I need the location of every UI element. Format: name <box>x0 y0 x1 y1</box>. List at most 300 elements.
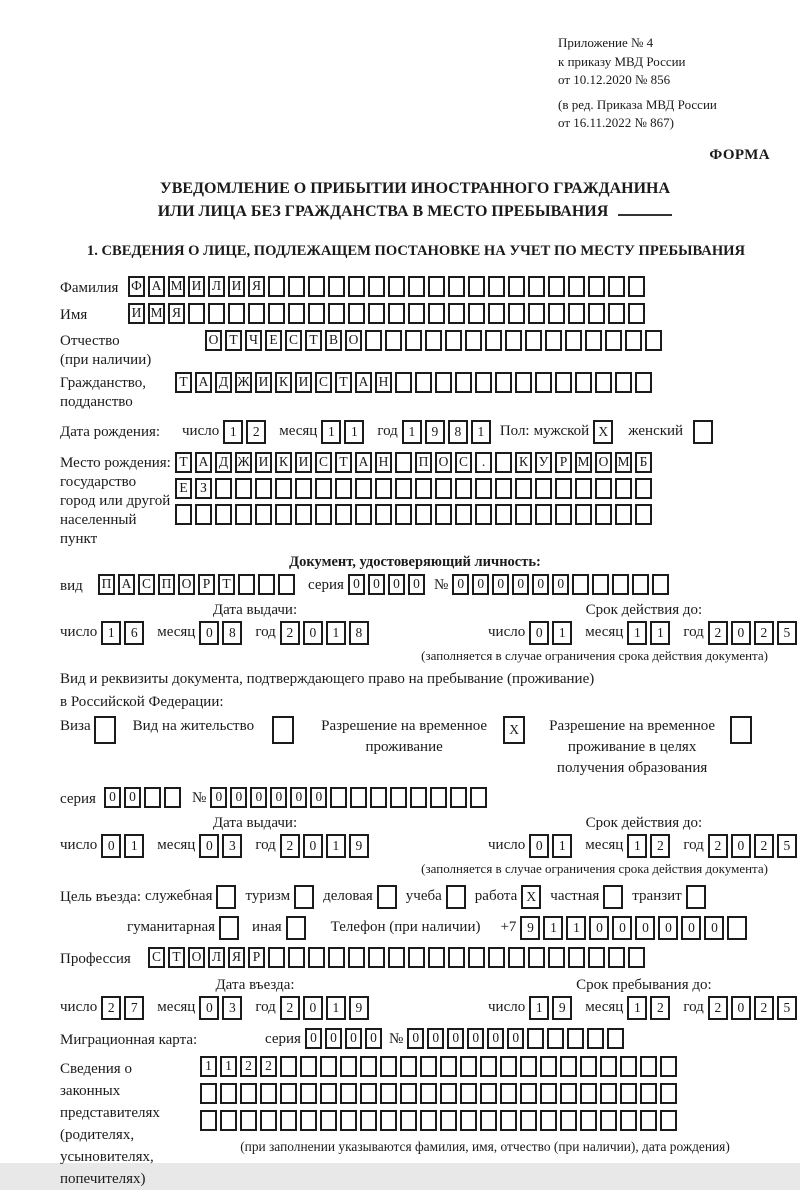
char-box[interactable]: 0 <box>492 574 509 595</box>
char-box[interactable] <box>693 420 713 444</box>
char-box[interactable]: 1 <box>471 420 491 444</box>
char-box[interactable]: О <box>205 330 222 351</box>
char-box[interactable]: А <box>195 372 212 393</box>
char-box[interactable] <box>240 1110 257 1131</box>
char-box[interactable] <box>268 276 285 297</box>
char-box[interactable]: 0 <box>731 996 751 1020</box>
char-box[interactable] <box>555 372 572 393</box>
char-box[interactable]: 2 <box>708 834 728 858</box>
char-box[interactable] <box>540 1110 557 1131</box>
char-box[interactable] <box>595 504 612 525</box>
char-box[interactable] <box>608 303 625 324</box>
char-box[interactable]: 0 <box>388 574 405 595</box>
char-box[interactable]: А <box>355 372 372 393</box>
char-box[interactable]: С <box>148 947 165 968</box>
char-box[interactable] <box>348 303 365 324</box>
char-box[interactable] <box>188 303 205 324</box>
char-box[interactable] <box>435 504 452 525</box>
char-box[interactable] <box>645 330 662 351</box>
char-box[interactable]: О <box>435 452 452 473</box>
char-box[interactable] <box>315 504 332 525</box>
char-box[interactable] <box>215 478 232 499</box>
char-box[interactable] <box>425 330 442 351</box>
char-box[interactable]: 0 <box>507 1028 524 1049</box>
char-box[interactable] <box>488 276 505 297</box>
char-box[interactable]: 0 <box>472 574 489 595</box>
char-box[interactable] <box>368 303 385 324</box>
char-box[interactable]: Т <box>218 574 235 595</box>
char-box[interactable]: Ч <box>245 330 262 351</box>
char-box[interactable] <box>295 478 312 499</box>
char-box[interactable]: 2 <box>260 1056 277 1077</box>
char-box[interactable] <box>515 372 532 393</box>
char-box[interactable] <box>575 478 592 499</box>
char-box[interactable] <box>500 1110 517 1131</box>
char-box[interactable] <box>635 372 652 393</box>
char-box[interactable] <box>375 504 392 525</box>
char-box[interactable] <box>340 1056 357 1077</box>
char-box[interactable] <box>268 303 285 324</box>
char-box[interactable]: 1 <box>124 834 144 858</box>
char-box[interactable]: Н <box>375 372 392 393</box>
char-box[interactable] <box>580 1056 597 1077</box>
char-box[interactable] <box>308 276 325 297</box>
char-box[interactable] <box>588 947 605 968</box>
char-box[interactable] <box>228 303 245 324</box>
char-box[interactable]: 1 <box>627 621 647 645</box>
char-box[interactable]: Т <box>305 330 322 351</box>
char-box[interactable]: 2 <box>708 996 728 1020</box>
char-box[interactable] <box>600 1110 617 1131</box>
char-box[interactable] <box>603 885 623 909</box>
char-box[interactable]: А <box>195 452 212 473</box>
char-box[interactable] <box>527 1028 544 1049</box>
char-box[interactable] <box>640 1056 657 1077</box>
char-box[interactable] <box>628 303 645 324</box>
char-box[interactable] <box>660 1083 677 1104</box>
char-box[interactable]: У <box>535 452 552 473</box>
char-box[interactable] <box>440 1083 457 1104</box>
char-box[interactable] <box>448 276 465 297</box>
char-box[interactable] <box>500 1083 517 1104</box>
char-box[interactable] <box>515 478 532 499</box>
char-box[interactable]: 2 <box>101 996 121 1020</box>
char-box[interactable] <box>300 1056 317 1077</box>
char-box[interactable] <box>620 1110 637 1131</box>
char-box[interactable] <box>568 276 585 297</box>
char-box[interactable] <box>395 372 412 393</box>
char-box[interactable]: И <box>295 372 312 393</box>
char-box[interactable]: 0 <box>447 1028 464 1049</box>
char-box[interactable] <box>360 1056 377 1077</box>
char-box[interactable]: 1 <box>529 996 549 1020</box>
char-box[interactable]: В <box>325 330 342 351</box>
char-box[interactable]: Н <box>375 452 392 473</box>
char-box[interactable] <box>450 787 467 808</box>
char-box[interactable]: С <box>285 330 302 351</box>
char-box[interactable] <box>286 916 306 940</box>
char-box[interactable] <box>300 1083 317 1104</box>
char-box[interactable] <box>258 574 275 595</box>
char-box[interactable]: 1 <box>101 621 121 645</box>
char-box[interactable] <box>415 478 432 499</box>
char-box[interactable]: Я <box>248 276 265 297</box>
char-box[interactable] <box>588 303 605 324</box>
char-box[interactable]: 0 <box>467 1028 484 1049</box>
char-box[interactable]: 1 <box>223 420 243 444</box>
char-box[interactable] <box>380 1110 397 1131</box>
char-box[interactable] <box>640 1083 657 1104</box>
char-box[interactable]: . <box>475 452 492 473</box>
char-box[interactable] <box>275 504 292 525</box>
char-box[interactable] <box>340 1110 357 1131</box>
char-box[interactable]: 0 <box>612 916 632 940</box>
char-box[interactable]: 1 <box>402 420 422 444</box>
char-box[interactable]: Т <box>175 372 192 393</box>
char-box[interactable]: 2 <box>246 420 266 444</box>
char-box[interactable] <box>460 1056 477 1077</box>
char-box[interactable] <box>455 478 472 499</box>
char-box[interactable]: X <box>503 716 525 744</box>
char-box[interactable] <box>365 330 382 351</box>
char-box[interactable] <box>220 1083 237 1104</box>
char-box[interactable] <box>215 504 232 525</box>
char-box[interactable] <box>535 478 552 499</box>
char-box[interactable]: Т <box>168 947 185 968</box>
char-box[interactable]: 9 <box>520 916 540 940</box>
char-box[interactable] <box>238 574 255 595</box>
char-box[interactable] <box>219 916 239 940</box>
char-box[interactable] <box>410 787 427 808</box>
char-box[interactable]: 2 <box>280 834 300 858</box>
char-box[interactable] <box>440 1110 457 1131</box>
char-box[interactable] <box>328 303 345 324</box>
char-box[interactable]: 0 <box>303 621 323 645</box>
char-box[interactable] <box>320 1056 337 1077</box>
char-box[interactable] <box>607 1028 624 1049</box>
char-box[interactable]: 0 <box>452 574 469 595</box>
char-box[interactable]: И <box>295 452 312 473</box>
char-box[interactable]: 0 <box>270 787 287 808</box>
char-box[interactable] <box>500 1056 517 1077</box>
char-box[interactable]: 1 <box>552 621 572 645</box>
char-box[interactable] <box>388 276 405 297</box>
char-box[interactable]: 2 <box>280 996 300 1020</box>
char-box[interactable] <box>652 574 669 595</box>
char-box[interactable] <box>535 504 552 525</box>
char-box[interactable] <box>520 1056 537 1077</box>
char-box[interactable]: 0 <box>408 574 425 595</box>
char-box[interactable]: А <box>118 574 135 595</box>
char-box[interactable]: 0 <box>210 787 227 808</box>
char-box[interactable]: 0 <box>704 916 724 940</box>
char-box[interactable]: О <box>595 452 612 473</box>
char-box[interactable] <box>508 276 525 297</box>
char-box[interactable] <box>335 478 352 499</box>
char-box[interactable]: 0 <box>731 834 751 858</box>
char-box[interactable] <box>408 303 425 324</box>
char-box[interactable] <box>565 330 582 351</box>
char-box[interactable] <box>455 372 472 393</box>
char-box[interactable] <box>94 716 116 744</box>
char-box[interactable] <box>547 1028 564 1049</box>
char-box[interactable] <box>495 452 512 473</box>
char-box[interactable]: М <box>168 276 185 297</box>
char-box[interactable] <box>428 947 445 968</box>
char-box[interactable]: 0 <box>681 916 701 940</box>
char-box[interactable]: 1 <box>627 834 647 858</box>
char-box[interactable] <box>448 303 465 324</box>
char-box[interactable]: 0 <box>365 1028 382 1049</box>
char-box[interactable]: Ж <box>235 452 252 473</box>
char-box[interactable] <box>495 372 512 393</box>
char-box[interactable] <box>475 372 492 393</box>
char-box[interactable] <box>470 787 487 808</box>
char-box[interactable] <box>435 372 452 393</box>
char-box[interactable] <box>615 504 632 525</box>
char-box[interactable] <box>548 947 565 968</box>
char-box[interactable] <box>480 1110 497 1131</box>
char-box[interactable] <box>195 504 212 525</box>
char-box[interactable]: 2 <box>754 621 774 645</box>
char-box[interactable] <box>355 478 372 499</box>
char-box[interactable] <box>446 885 466 909</box>
char-box[interactable]: 0 <box>101 834 121 858</box>
char-box[interactable] <box>377 885 397 909</box>
char-box[interactable] <box>420 1083 437 1104</box>
char-box[interactable] <box>480 1056 497 1077</box>
char-box[interactable] <box>595 372 612 393</box>
char-box[interactable] <box>520 1083 537 1104</box>
char-box[interactable]: 0 <box>552 574 569 595</box>
char-box[interactable] <box>380 1056 397 1077</box>
char-box[interactable] <box>568 947 585 968</box>
char-box[interactable]: 2 <box>754 996 774 1020</box>
char-box[interactable] <box>440 1056 457 1077</box>
char-box[interactable]: 3 <box>222 996 242 1020</box>
char-box[interactable] <box>468 947 485 968</box>
char-box[interactable] <box>628 947 645 968</box>
char-box[interactable]: 2 <box>754 834 774 858</box>
char-box[interactable]: 0 <box>305 1028 322 1049</box>
char-box[interactable]: 1 <box>326 621 346 645</box>
char-box[interactable]: Е <box>175 478 192 499</box>
char-box[interactable]: 2 <box>650 996 670 1020</box>
char-box[interactable] <box>475 478 492 499</box>
char-box[interactable]: 0 <box>104 787 121 808</box>
char-box[interactable] <box>430 787 447 808</box>
char-box[interactable] <box>560 1110 577 1131</box>
char-box[interactable]: 8 <box>448 420 468 444</box>
char-box[interactable] <box>400 1083 417 1104</box>
char-box[interactable] <box>144 787 161 808</box>
char-box[interactable]: К <box>275 372 292 393</box>
char-box[interactable] <box>350 787 367 808</box>
char-box[interactable]: 0 <box>407 1028 424 1049</box>
char-box[interactable]: Л <box>208 276 225 297</box>
char-box[interactable]: О <box>178 574 195 595</box>
char-box[interactable] <box>295 504 312 525</box>
char-box[interactable]: И <box>255 372 272 393</box>
char-box[interactable]: X <box>521 885 541 909</box>
char-box[interactable]: 0 <box>731 621 751 645</box>
char-box[interactable]: М <box>615 452 632 473</box>
char-box[interactable] <box>455 504 472 525</box>
char-box[interactable] <box>255 504 272 525</box>
char-box[interactable] <box>468 303 485 324</box>
char-box[interactable]: 1 <box>627 996 647 1020</box>
char-box[interactable]: К <box>515 452 532 473</box>
char-box[interactable] <box>460 1110 477 1131</box>
char-box[interactable] <box>208 303 225 324</box>
char-box[interactable]: 2 <box>240 1056 257 1077</box>
char-box[interactable] <box>600 1083 617 1104</box>
char-box[interactable]: Р <box>198 574 215 595</box>
char-box[interactable]: 0 <box>532 574 549 595</box>
char-box[interactable] <box>288 276 305 297</box>
char-box[interactable]: 0 <box>124 787 141 808</box>
char-box[interactable] <box>260 1110 277 1131</box>
char-box[interactable]: О <box>345 330 362 351</box>
char-box[interactable]: Д <box>215 452 232 473</box>
char-box[interactable] <box>280 1056 297 1077</box>
char-box[interactable]: 0 <box>348 574 365 595</box>
char-box[interactable]: 0 <box>303 834 323 858</box>
char-box[interactable]: 0 <box>345 1028 362 1049</box>
char-box[interactable] <box>520 1110 537 1131</box>
char-box[interactable]: Т <box>175 452 192 473</box>
char-box[interactable] <box>308 947 325 968</box>
char-box[interactable] <box>308 303 325 324</box>
char-box[interactable]: 1 <box>326 834 346 858</box>
char-box[interactable] <box>278 574 295 595</box>
char-box[interactable] <box>525 330 542 351</box>
char-box[interactable] <box>465 330 482 351</box>
char-box[interactable]: И <box>128 303 145 324</box>
char-box[interactable] <box>340 1083 357 1104</box>
char-box[interactable] <box>572 574 589 595</box>
char-box[interactable]: М <box>575 452 592 473</box>
char-box[interactable] <box>315 478 332 499</box>
char-box[interactable] <box>587 1028 604 1049</box>
char-box[interactable] <box>555 478 572 499</box>
char-box[interactable] <box>640 1110 657 1131</box>
char-box[interactable] <box>686 885 706 909</box>
char-box[interactable] <box>415 372 432 393</box>
char-box[interactable]: 0 <box>529 834 549 858</box>
char-box[interactable] <box>220 1110 237 1131</box>
char-box[interactable] <box>575 372 592 393</box>
char-box[interactable] <box>428 276 445 297</box>
char-box[interactable] <box>288 947 305 968</box>
char-box[interactable] <box>385 330 402 351</box>
char-box[interactable] <box>380 1083 397 1104</box>
char-box[interactable] <box>420 1056 437 1077</box>
char-box[interactable]: П <box>158 574 175 595</box>
char-box[interactable]: П <box>98 574 115 595</box>
char-box[interactable] <box>600 1056 617 1077</box>
char-box[interactable] <box>615 478 632 499</box>
char-box[interactable] <box>395 504 412 525</box>
char-box[interactable] <box>348 276 365 297</box>
char-box[interactable] <box>164 787 181 808</box>
char-box[interactable] <box>608 276 625 297</box>
char-box[interactable] <box>280 1083 297 1104</box>
char-box[interactable] <box>320 1083 337 1104</box>
char-box[interactable] <box>445 330 462 351</box>
char-box[interactable] <box>585 330 602 351</box>
char-box[interactable] <box>615 372 632 393</box>
char-box[interactable] <box>495 478 512 499</box>
char-box[interactable] <box>475 504 492 525</box>
char-box[interactable] <box>608 947 625 968</box>
char-box[interactable]: 0 <box>658 916 678 940</box>
char-box[interactable] <box>545 330 562 351</box>
char-box[interactable]: 2 <box>708 621 728 645</box>
char-box[interactable]: 8 <box>349 621 369 645</box>
char-box[interactable]: И <box>255 452 272 473</box>
char-box[interactable] <box>548 303 565 324</box>
char-box[interactable]: Ж <box>235 372 252 393</box>
char-box[interactable] <box>660 1056 677 1077</box>
char-box[interactable] <box>280 1110 297 1131</box>
char-box[interactable]: 0 <box>290 787 307 808</box>
char-box[interactable]: 0 <box>368 574 385 595</box>
char-box[interactable]: 1 <box>326 996 346 1020</box>
char-box[interactable]: Б <box>635 452 652 473</box>
char-box[interactable]: С <box>315 372 332 393</box>
char-box[interactable]: З <box>195 478 212 499</box>
char-box[interactable]: О <box>188 947 205 968</box>
char-box[interactable] <box>428 303 445 324</box>
char-box[interactable] <box>255 478 272 499</box>
char-box[interactable] <box>388 947 405 968</box>
char-box[interactable] <box>328 276 345 297</box>
char-box[interactable]: 0 <box>512 574 529 595</box>
char-box[interactable] <box>560 1056 577 1077</box>
char-box[interactable]: М <box>148 303 165 324</box>
char-box[interactable] <box>348 947 365 968</box>
char-box[interactable]: Д <box>215 372 232 393</box>
char-box[interactable] <box>235 504 252 525</box>
char-box[interactable]: И <box>228 276 245 297</box>
char-box[interactable]: 1 <box>220 1056 237 1077</box>
char-box[interactable] <box>528 303 545 324</box>
char-box[interactable] <box>320 1110 337 1131</box>
char-box[interactable]: 9 <box>349 996 369 1020</box>
char-box[interactable] <box>235 478 252 499</box>
char-box[interactable]: 8 <box>222 621 242 645</box>
char-box[interactable] <box>480 1083 497 1104</box>
char-box[interactable] <box>588 276 605 297</box>
char-box[interactable]: 0 <box>427 1028 444 1049</box>
char-box[interactable] <box>400 1056 417 1077</box>
char-box[interactable]: 1 <box>543 916 563 940</box>
char-box[interactable] <box>635 478 652 499</box>
char-box[interactable]: И <box>188 276 205 297</box>
char-box[interactable]: 0 <box>250 787 267 808</box>
char-box[interactable]: 1 <box>566 916 586 940</box>
char-box[interactable] <box>605 330 622 351</box>
char-box[interactable] <box>540 1056 557 1077</box>
char-box[interactable] <box>488 947 505 968</box>
char-box[interactable] <box>560 1083 577 1104</box>
char-box[interactable]: Я <box>228 947 245 968</box>
char-box[interactable] <box>548 276 565 297</box>
char-box[interactable] <box>200 1110 217 1131</box>
char-box[interactable]: 1 <box>321 420 341 444</box>
char-box[interactable] <box>200 1083 217 1104</box>
